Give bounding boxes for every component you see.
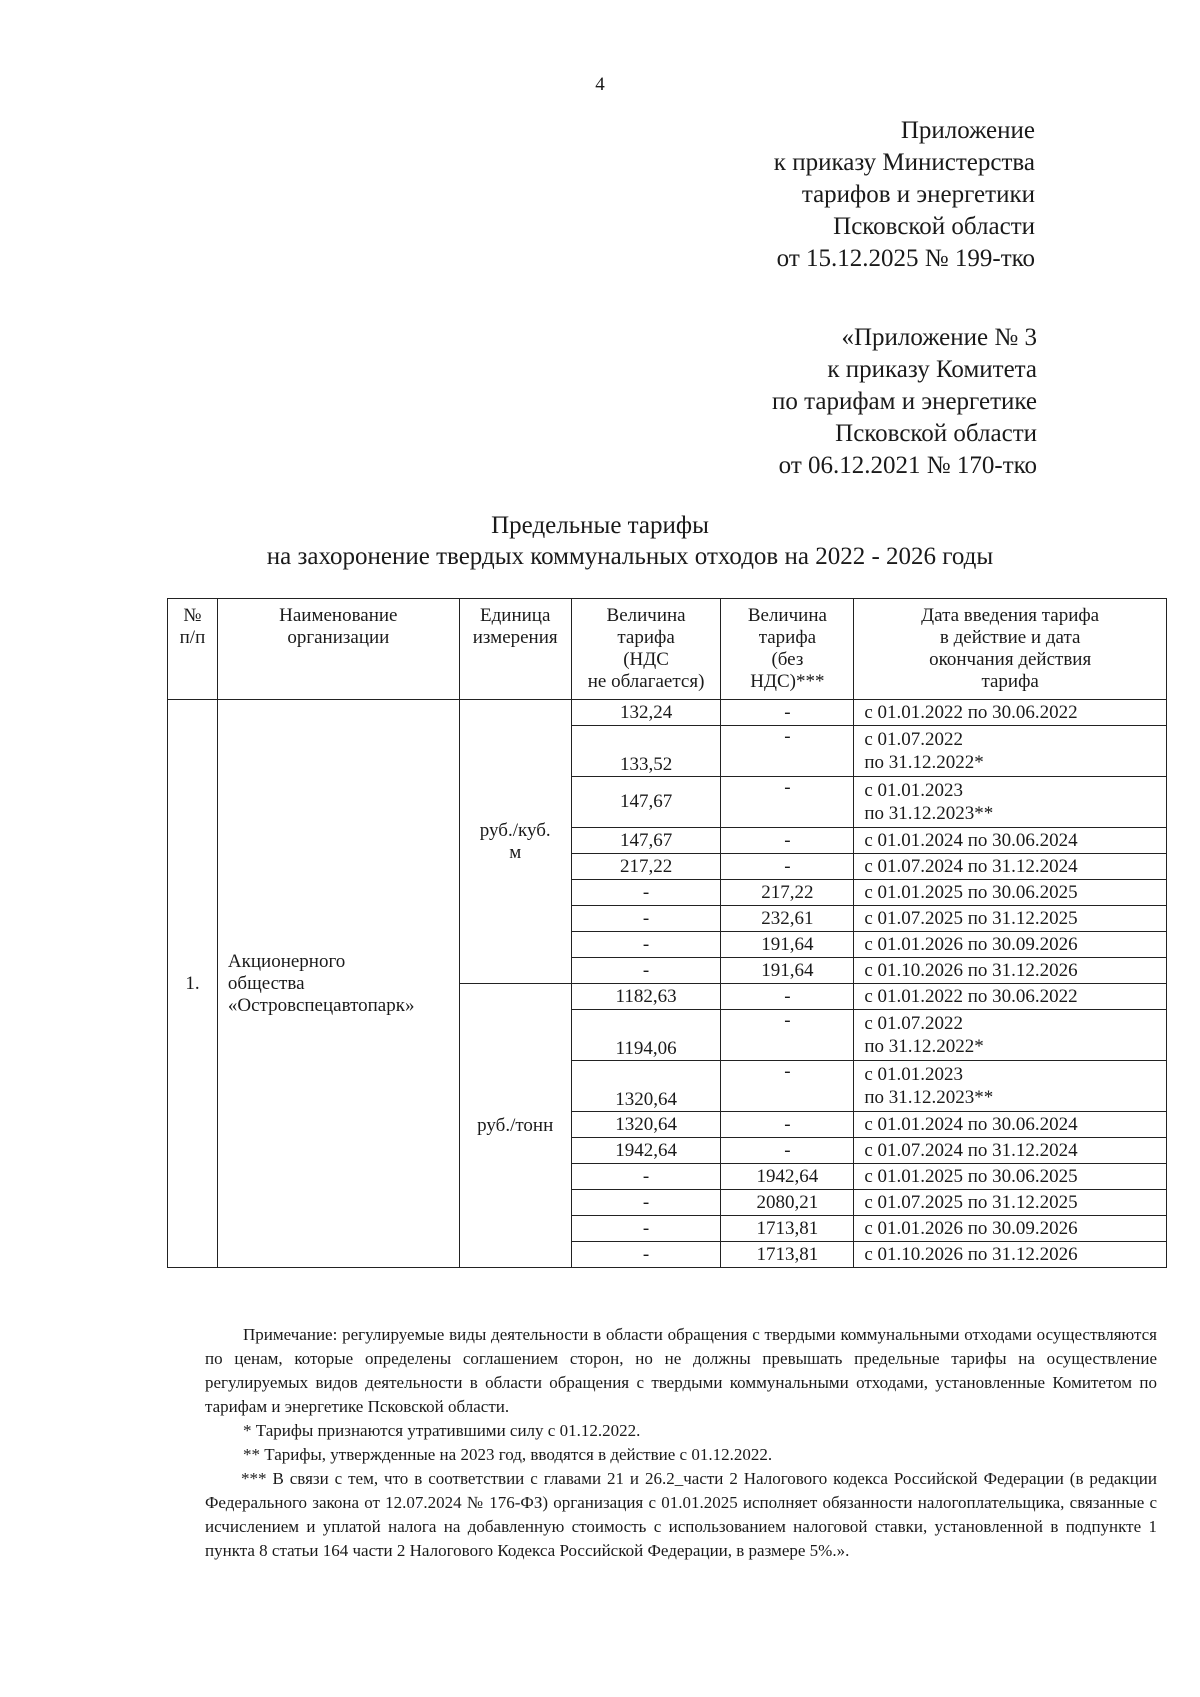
tariff-vat-exempt: -	[571, 906, 721, 932]
tariff-vat-exempt: 133,52	[571, 726, 721, 777]
title-line: на захоронение твердых коммунальных отходов на 2022 - 2026 годы	[266, 543, 994, 570]
unit-cubic-meter: руб./куб. м	[459, 700, 571, 984]
table-header-row	[168, 599, 1167, 700]
appendix-line: тарифов и энергетики	[801, 181, 1035, 208]
tariff-period: с 01.01.2022 по 30.06.2022	[854, 700, 1167, 726]
tariff-period: с 01.07.2022 по 31.12.2022*	[854, 726, 1167, 777]
tariff-vat-exempt: 1320,64	[571, 1112, 721, 1138]
footnote-1: * Тарифы признаются утратившими силу с 01.12.2022.	[243, 1421, 641, 1440]
appendix-line: к приказу Министерства	[773, 149, 1035, 176]
footnote-3: *** В связи с тем, что в соответствии с главами 21 и 26.2_части 2 Налогового кодекса Российской Федерации (в редакции Федерального закона от 12.07.2024 № 176-ФЗ) организация с 01.01.2025 исполняет обязанности налогоплательщика, связанные с исчислением и уплатой налога на добавленную стоимость с использованием налоговой ставки, установленной в подпункте 1 пункта 8 статьи 164 части 2 Налогового Кодекса Российской Федерации, в размере 5%.».	[205, 1469, 1157, 1560]
header-dates: Дата введения тарифа в действие и дата окончания действия тарифа	[854, 599, 1167, 700]
document-title	[0, 510, 1200, 572]
unit-ton: руб./тонн	[459, 984, 571, 1268]
appendix-header-committee	[772, 322, 1037, 482]
footnote-2: ** Тарифы, утвержденные на 2023 год, вводятся в действие с 01.12.2022.	[243, 1445, 773, 1464]
appendix-line: от 06.12.2021 № 170-тко	[778, 452, 1037, 479]
tariff-vat-exempt: 1320,64	[571, 1061, 721, 1112]
tariff-vat-exempt: 1182,63	[571, 984, 721, 1010]
tariff-vat-exempt: -	[571, 1242, 721, 1268]
tariff-no-vat: -	[721, 984, 854, 1010]
appendix-line: к приказу Комитета	[827, 356, 1037, 383]
tariff-vat-exempt: -	[571, 1190, 721, 1216]
tariff-period: с 01.01.2026 по 30.09.2026	[854, 932, 1167, 958]
tariff-vat-exempt: -	[571, 932, 721, 958]
tariff-no-vat: -	[721, 854, 854, 880]
tariff-vat-exempt: -	[571, 1164, 721, 1190]
header-tariff-no-vat: Величина тарифа (без НДС)***	[721, 599, 854, 700]
tariff-period: с 01.07.2024 по 31.12.2024	[854, 1138, 1167, 1164]
tariff-vat-exempt: 147,67	[571, 828, 721, 854]
tariff-vat-exempt: 147,67	[571, 777, 721, 828]
header-unit: Единица измерения	[459, 599, 571, 700]
appendix-line: Псковской области	[835, 420, 1037, 447]
tariff-no-vat: 191,64	[721, 958, 854, 984]
appendix-header-ministry	[774, 115, 1035, 275]
tariff-period: с 01.10.2026 по 31.12.2026	[854, 958, 1167, 984]
tariff-no-vat: 1713,81	[721, 1216, 854, 1242]
note-main: Примечание: регулируемые виды деятельности в области обращения с твердыми коммунальными отходами осуществляются по ценам, которые определены соглашением сторон, но не должны превышать предельные тарифы на осуществление регулируемых видов деятельности в области обращения с твердыми коммунальными отходами, установленные Комитетом по тарифам и энергетике Псковской области.	[205, 1325, 1157, 1416]
appendix-line: Псковской области	[833, 213, 1035, 240]
tariff-no-vat: -	[721, 1138, 854, 1164]
tariff-period: с 01.10.2026 по 31.12.2026	[854, 1242, 1167, 1268]
appendix-line: от 15.12.2025 № 199-тко	[776, 245, 1035, 272]
tariff-period: с 01.01.2026 по 30.09.2026	[854, 1216, 1167, 1242]
tariff-table	[167, 598, 1167, 1268]
appendix-line: «Приложение № 3	[841, 324, 1037, 351]
header-organization: Наименование организации	[217, 599, 459, 700]
tariff-no-vat: -	[721, 1061, 854, 1112]
tariff-no-vat: 1942,64	[721, 1164, 854, 1190]
tariff-vat-exempt: -	[571, 958, 721, 984]
tariff-no-vat: -	[721, 828, 854, 854]
tariff-no-vat: -	[721, 726, 854, 777]
tariff-period: с 01.07.2025 по 31.12.2025	[854, 1190, 1167, 1216]
table-row	[168, 700, 1167, 726]
tariff-period: с 01.01.2025 по 30.06.2025	[854, 1164, 1167, 1190]
tariff-period: с 01.01.2023 по 31.12.2023**	[854, 777, 1167, 828]
appendix-line: Приложение	[900, 117, 1035, 144]
tariff-no-vat: 191,64	[721, 932, 854, 958]
tariff-period: с 01.01.2022 по 30.06.2022	[854, 984, 1167, 1010]
tariff-no-vat: 1713,81	[721, 1242, 854, 1268]
tariff-no-vat: -	[721, 700, 854, 726]
tariff-vat-exempt: 217,22	[571, 854, 721, 880]
tariff-no-vat: 2080,21	[721, 1190, 854, 1216]
tariff-vat-exempt: -	[571, 880, 721, 906]
tariff-period: с 01.07.2025 по 31.12.2025	[854, 906, 1167, 932]
tariff-period: с 01.01.2024 по 30.06.2024	[854, 1112, 1167, 1138]
organization-name: Акционерного общества «Островспецавтопарк»	[217, 700, 459, 1268]
tariff-no-vat: -	[721, 777, 854, 828]
notes-section	[205, 1323, 1157, 1563]
tariff-no-vat: -	[721, 1112, 854, 1138]
tariff-period: с 01.01.2024 по 30.06.2024	[854, 828, 1167, 854]
tariff-no-vat: -	[721, 1010, 854, 1061]
tariff-period: с 01.07.2024 по 31.12.2024	[854, 854, 1167, 880]
tariff-vat-exempt: 132,24	[571, 700, 721, 726]
tariff-vat-exempt: 1194,06	[571, 1010, 721, 1061]
tariff-period: с 01.01.2025 по 30.06.2025	[854, 880, 1167, 906]
header-tariff-vat-exempt: Величина тарифа (НДС не облагается)	[571, 599, 721, 700]
appendix-line: по тарифам и энергетике	[772, 388, 1037, 415]
tariff-vat-exempt: -	[571, 1216, 721, 1242]
tariff-vat-exempt: 1942,64	[571, 1138, 721, 1164]
tariff-period: с 01.07.2022 по 31.12.2022*	[854, 1010, 1167, 1061]
page-number: 4	[595, 74, 605, 95]
tariff-no-vat: 217,22	[721, 880, 854, 906]
header-num: № п/п	[168, 599, 218, 700]
tariff-period: с 01.01.2023 по 31.12.2023**	[854, 1061, 1167, 1112]
tariff-no-vat: 232,61	[721, 906, 854, 932]
title-line: Предельные тарифы	[491, 512, 709, 539]
row-number: 1.	[168, 700, 218, 1268]
